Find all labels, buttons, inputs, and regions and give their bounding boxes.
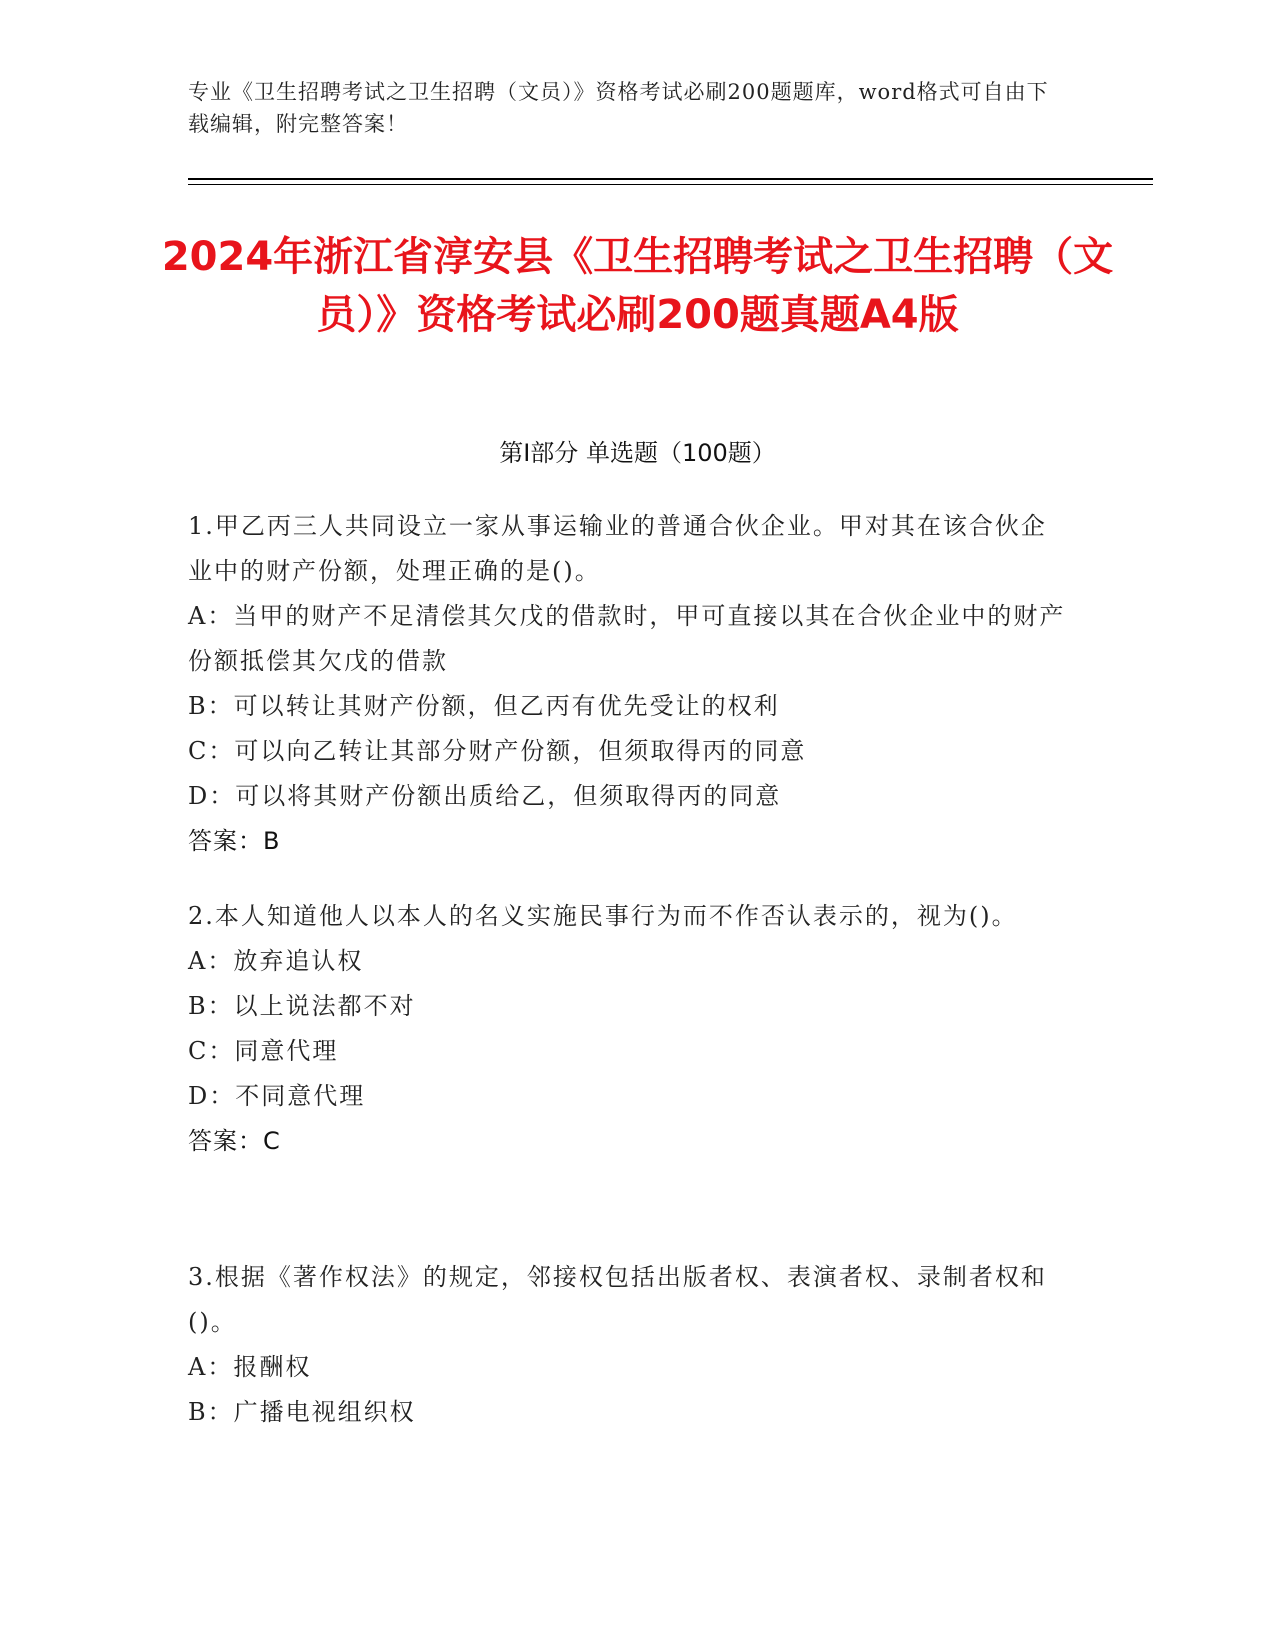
option-c: C：同意代理 <box>188 1037 339 1065</box>
option-a: A：当甲的财产不足清偿其欠戊的借款时，甲可直接以其在合伙企业中的财产份额抵偿其欠戊的借款 <box>188 602 1066 675</box>
question-stem: 3.根据《著作权法》的规定，邻接权包括出版者权、表演者权、录制者权和()。 <box>188 1263 1047 1336</box>
question-2 <box>188 894 1068 1164</box>
option-a: A：放弃追认权 <box>188 947 364 975</box>
option-b: B：以上说法都不对 <box>188 992 416 1020</box>
question-1 <box>188 504 1068 864</box>
question-3 <box>188 1255 1068 1435</box>
option-b: B：广播电视组织权 <box>188 1398 416 1426</box>
question-stem: 1.甲乙丙三人共同设立一家从事运输业的普通合伙企业。甲对其在该合伙企业中的财产份额，处理正确的是()。 <box>188 512 1047 585</box>
answer: 答案：B <box>188 827 281 855</box>
option-a: A：报酬权 <box>188 1353 312 1381</box>
header-divider-thin <box>188 184 1153 185</box>
option-c: C：可以向乙转让其部分财产份额，但须取得丙的同意 <box>188 737 807 765</box>
option-b: B：可以转让其财产份额，但乙丙有优先受让的权利 <box>188 692 780 720</box>
header-divider-thick <box>188 178 1153 180</box>
header-note: 专业《卫生招聘考试之卫生招聘（文员）》资格考试必刷200题题库，word格式可自由下载编辑，附完整答案！ <box>188 80 1049 136</box>
question-stem: 2.本人知道他人以本人的名义实施民事行为而不作否认表示的，视为()。 <box>188 902 1018 930</box>
document-title: 2024年浙江省淳安县《卫生招聘考试之卫生招聘（文员）》资格考试必刷200题真题A4版 <box>161 234 1114 338</box>
section-title: 第I部分 单选题（100题） <box>499 439 776 467</box>
answer: 答案：C <box>188 1127 281 1155</box>
option-d: D：不同意代理 <box>188 1082 366 1110</box>
option-d: D：可以将其财产份额出质给乙，但须取得丙的同意 <box>188 782 782 810</box>
